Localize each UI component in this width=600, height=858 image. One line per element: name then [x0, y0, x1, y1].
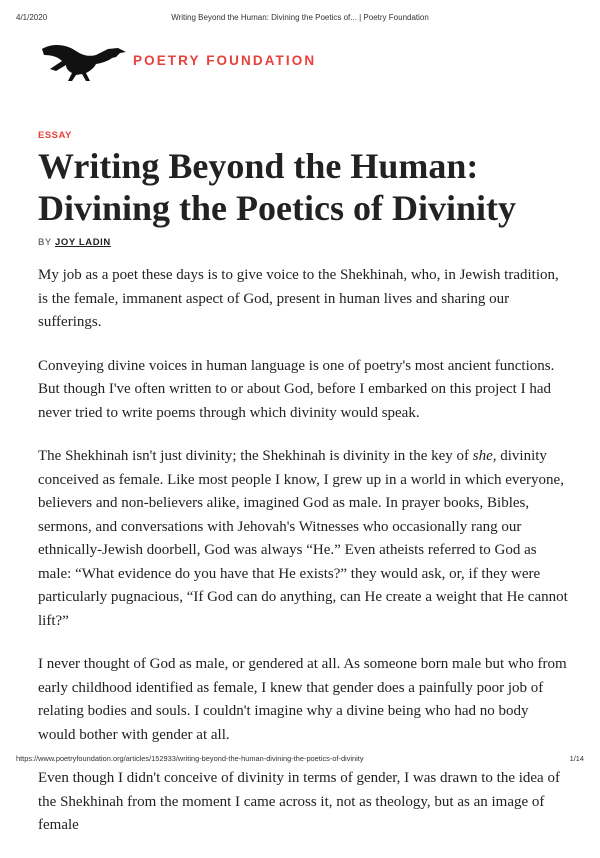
paragraph: I never thought of God as male, or gendered at all. As someone born male but who from early childhood identified as female, I knew that gender does a painfully poor job of relating bodies and souls. I couldn't imagine why a divine being who had no body would bother with gender at all.	[38, 656, 567, 743]
page-number: 1/14	[569, 754, 584, 763]
paragraph-text: divinity conceived as female. Like most people I know, I grew up in a world in which everyone, believers and non-believers alike, imagined God as male. In prayer books, Bibles, sermons, and conversations with Jehovah's Witnesses who occasionally rang our ethnically-Jewish doorbell, God was always “He.” Even atheists referred to God as male: “What evidence do you have that He exists?” they would ask, or, if they were particularly pugnacious, “If God can do anything, can He create a weight that He cannot lift?”	[38, 448, 568, 629]
author-link[interactable]: JOY LADIN	[54, 237, 111, 248]
emphasis: she,	[472, 448, 497, 464]
paragraph-text: The Shekhinah isn't just divinity; the Shekhinah is divinity in the key of	[38, 448, 473, 464]
brand-name[interactable]: POETRY FOUNDATION	[133, 53, 317, 68]
byline-prefix: BY	[38, 237, 52, 248]
print-url: https://www.poetryfoundation.org/articles/152933/writing-beyond-the-human-divining-the-poetics-of-divinity	[16, 754, 364, 763]
article-kicker[interactable]: ESSAY	[38, 130, 72, 141]
paragraph: Conveying divine voices in human language is one of poetry's most ancient functions. But though I've often written to or about God, before I embarked on this project I had never tried to write poems through which divinity would speak.	[38, 357, 555, 421]
paragraph: My job as a poet these days is to give voice to the Shekhinah, who, in Jewish tradition, is the female, immanent aspect of God, present in human lives and sharing our sufferings.	[38, 267, 559, 330]
print-date: 4/1/2020	[16, 13, 48, 22]
byline	[38, 237, 111, 248]
paragraph: Even though I didn't conceive of divinity in terms of gender, I was drawn to the idea of the Shekhinah from the moment I came across it, not as theology, but as an image of female	[38, 770, 560, 833]
paragraph	[38, 445, 568, 633]
pegasus-icon[interactable]	[36, 35, 128, 83]
article-body	[38, 264, 568, 858]
print-page-title: Writing Beyond the Human: Divining the Poetics of... | Poetry Foundation	[171, 13, 429, 22]
article-title: Writing Beyond the Human: Divining the Poetics of Divinity	[38, 146, 516, 228]
